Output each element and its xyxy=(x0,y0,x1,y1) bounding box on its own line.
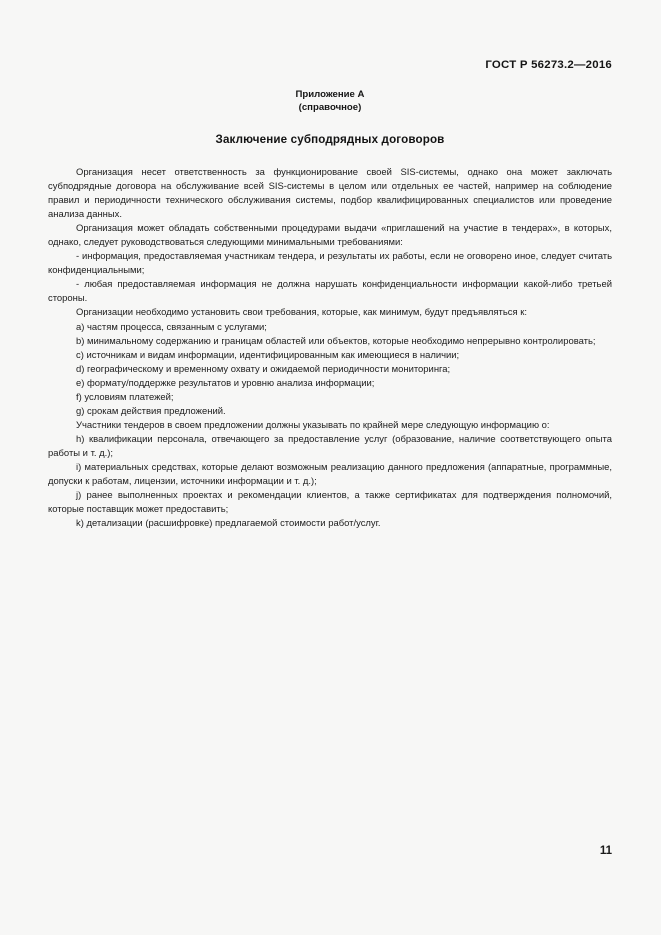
list-item: d) географическому и временному охвату и ожидаемой периодичности мониторинга; xyxy=(76,363,451,375)
list-item: b) минимальному содержанию и границам областей или объектов, которые необходимо непрерывно контролировать; xyxy=(76,335,596,347)
paragraph: Организация может обладать собственными процедурами выдачи «приглашений на участие в тендерах», в которых, однако, следует руководствоваться следующими минимальными требованиями: xyxy=(48,223,612,249)
list-item: j) ранее выполненных проектах и рекомендации клиентов, а также сертификатах для подтверждения полномочий, которые поставщик может предоставить; xyxy=(48,490,612,516)
paragraph: Участники тендеров в своем предложении должны указывать по крайней мере следующую информацию о: xyxy=(76,419,550,431)
list-item: c) источникам и видам информации, идентифицированным как имеющиеся в наличии; xyxy=(76,349,460,361)
paragraph: Организация несет ответственность за функционирование своей SIS-системы, однако она может заключать субподрядные договора на обслуживание всей SIS-системы в целом или отдельных ее частей, например на соблюдение правил и периодичности технического обслуживания системы, подбор квалифицированных специалистов или проведение анализа данных. xyxy=(48,167,612,221)
body-text xyxy=(48,166,612,531)
paragraph: Организации необходимо установить свои требования, которые, как минимум, будут предъявляться к: xyxy=(76,307,527,319)
appendix-caption xyxy=(48,88,612,114)
standard-header: ГОСТ Р 56273.2—2016 xyxy=(485,59,612,71)
appendix-label: Приложение А xyxy=(295,89,365,100)
list-item: g) срокам действия предложений. xyxy=(76,405,226,417)
list-item: f) условиям платежей; xyxy=(76,391,174,403)
list-item: a) частям процесса, связанным с услугами; xyxy=(76,321,267,333)
list-item: h) квалификации персонала, отвечающего за предоставление услуг (образование, наличие соответствующего опыта работы и т. д.); xyxy=(48,433,612,459)
page-number: 11 xyxy=(599,845,612,857)
page-title: Заключение субподрядных договоров xyxy=(215,133,445,146)
list-item: i) материальных средствах, которые делают возможным реализацию данного предложения (аппаратные, программные, допуски к работам, лицензии, источники информации и т. д.); xyxy=(48,461,612,488)
list-item: - информация, предоставляемая участникам тендера, и результаты их работы, если не оговорено иное, следует считать конфиденциальными; xyxy=(48,251,612,277)
appendix-kind: (справочное) xyxy=(298,102,362,114)
list-item: k) детализации (расшифровке) предлагаемой стоимости работ/услуг. xyxy=(76,518,381,530)
list-item: - любая предоставляемая информация не должна нарушать конфиденциальности информации какой-либо третьей стороны. xyxy=(48,279,612,305)
list-item: e) формату/поддержке результатов и уровню анализа информации; xyxy=(76,377,375,389)
